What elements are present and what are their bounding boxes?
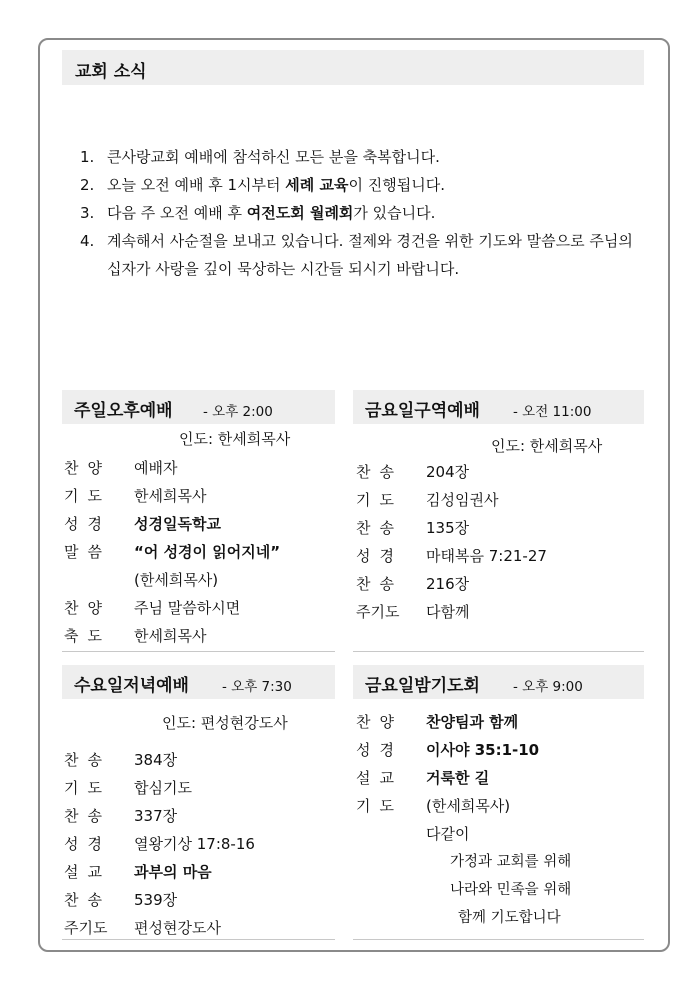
order-value: 384장 xyxy=(134,751,178,769)
order-value: 편성현강도사 xyxy=(134,919,221,937)
news-number: 4. xyxy=(80,232,95,250)
order-row xyxy=(356,570,641,598)
friday-night-order xyxy=(356,708,641,848)
news-highlight: 여전도회 월례회 xyxy=(246,204,354,222)
order-row xyxy=(356,708,641,736)
wednesday-header xyxy=(62,665,335,699)
order-key: 기도 xyxy=(356,797,403,815)
order-row xyxy=(356,736,641,764)
order-key: 설교 xyxy=(356,769,403,787)
friday-district-header xyxy=(353,390,644,424)
order-row xyxy=(64,802,334,830)
news-text: 다음 주 오전 예배 후 xyxy=(107,204,247,222)
order-row xyxy=(356,598,641,626)
news-text: 이 진행됩니다. xyxy=(348,176,445,194)
order-value: 539장 xyxy=(134,891,178,909)
order-key: 주기도 xyxy=(64,919,108,937)
order-key: 찬송 xyxy=(64,751,111,769)
order-value: 한세희목사 xyxy=(134,627,207,645)
order-row xyxy=(64,482,334,510)
order-row xyxy=(356,820,641,848)
news-text: 큰사랑교회 예배에 참석하신 모든 분을 축복합니다. xyxy=(107,148,440,166)
news-list xyxy=(80,143,650,283)
sunday-time: - 오후 2:00 xyxy=(203,404,273,420)
order-row xyxy=(64,538,334,566)
order-row xyxy=(64,454,334,482)
order-value: 이사야 35:1-10 xyxy=(426,741,540,759)
news-text: 가 있습니다. xyxy=(353,204,436,222)
order-key: 찬송 xyxy=(356,463,403,481)
order-value: (한세희목사) xyxy=(134,571,219,589)
order-value: 337장 xyxy=(134,807,178,825)
order-key: 찬양 xyxy=(64,459,111,477)
divider xyxy=(62,651,335,652)
order-row xyxy=(356,792,641,820)
order-value: 예배자 xyxy=(134,459,178,477)
order-row xyxy=(356,542,641,570)
news-item xyxy=(80,227,650,283)
order-row xyxy=(64,886,334,914)
order-value: (한세희목사) xyxy=(426,797,511,815)
order-row xyxy=(356,458,641,486)
friday-night-header xyxy=(353,665,644,699)
sunday-header xyxy=(62,390,335,424)
order-key: 기도 xyxy=(356,491,403,509)
friday-district-order xyxy=(356,458,641,626)
order-value: 주님 말씀하시면 xyxy=(134,599,241,617)
prayer-note: 함께 기도합니다 xyxy=(458,910,561,926)
order-key: 말씀 xyxy=(64,543,111,561)
order-value: 찬양팀과 함께 xyxy=(426,713,519,731)
order-row xyxy=(64,774,334,802)
order-row xyxy=(356,514,641,542)
sunday-title: 주일오후예배 xyxy=(74,401,173,421)
order-value: 216장 xyxy=(426,575,470,593)
order-value: 204장 xyxy=(426,463,470,481)
order-key: 찬송 xyxy=(64,891,111,909)
order-row xyxy=(64,566,334,594)
news-item xyxy=(80,171,650,199)
order-key: 성경 xyxy=(64,835,111,853)
order-value: 성경일독학교 xyxy=(134,515,221,533)
order-value: 다함께 xyxy=(426,603,470,621)
order-row xyxy=(64,914,334,942)
prayer-notes xyxy=(450,848,571,932)
order-key: 성경 xyxy=(64,515,111,533)
friday-district-time: - 오전 11:00 xyxy=(513,404,592,420)
order-value: 과부의 마음 xyxy=(134,863,212,881)
wednesday-order xyxy=(64,746,334,942)
prayer-note: 나라와 민족을 위해 xyxy=(450,882,572,898)
news-item xyxy=(80,143,650,171)
wednesday-leader: 인도: 편성현강도사 xyxy=(162,714,288,732)
order-key: 기도 xyxy=(64,487,111,505)
order-key: 설교 xyxy=(64,863,111,881)
prayer-note: 가정과 교회를 위해 xyxy=(450,854,572,870)
sunday-leader: 인도: 한세희목사 xyxy=(179,430,291,448)
friday-night-time: - 오후 9:00 xyxy=(513,679,583,695)
order-key: 축도 xyxy=(64,627,111,645)
order-key: 기도 xyxy=(64,779,111,797)
divider xyxy=(353,651,644,652)
news-item xyxy=(80,199,650,227)
news-number: 3. xyxy=(80,204,95,222)
order-value: 거룩한 길 xyxy=(426,769,490,787)
news-number: 1. xyxy=(80,148,95,166)
wednesday-title: 수요일저녁예배 xyxy=(74,676,189,696)
divider xyxy=(353,939,644,940)
divider xyxy=(62,939,335,940)
order-key: 찬양 xyxy=(64,599,111,617)
order-value: 마태복음 7:21-27 xyxy=(426,547,547,565)
sunday-order xyxy=(64,454,334,650)
order-row xyxy=(64,858,334,886)
order-key: 성경 xyxy=(356,741,403,759)
order-row xyxy=(64,622,334,650)
order-key: 성경 xyxy=(356,547,403,565)
order-value: 김성임권사 xyxy=(426,491,499,509)
page-title: 교회 소식 xyxy=(75,62,147,82)
order-value: 한세희목사 xyxy=(134,487,207,505)
order-key: 주기도 xyxy=(356,603,400,621)
title-bar xyxy=(62,50,644,85)
order-key: 찬송 xyxy=(64,807,111,825)
order-row xyxy=(356,764,641,792)
order-key: 찬송 xyxy=(356,519,403,537)
order-row xyxy=(64,746,334,774)
friday-district-leader: 인도: 한세희목사 xyxy=(491,437,603,455)
order-row xyxy=(64,830,334,858)
order-value: “어 성경이 읽어지네” xyxy=(134,543,281,561)
order-row xyxy=(64,510,334,538)
order-row xyxy=(356,486,641,514)
order-value: 합심기도 xyxy=(134,779,192,797)
news-number: 2. xyxy=(80,176,95,194)
news-text: 오늘 오전 예배 후 1시부터 xyxy=(107,176,286,194)
news-text: 계속해서 사순절을 보내고 있습니다. 절제와 경건을 위한 기도와 말씀으로 주님의 십자가 사랑을 깊이 묵상하는 시간들 되시기 바랍니다. xyxy=(107,232,633,278)
order-value: 열왕기상 17:8-16 xyxy=(134,835,255,853)
wednesday-time: - 오후 7:30 xyxy=(222,679,292,695)
order-key: 찬송 xyxy=(356,575,403,593)
order-row xyxy=(64,594,334,622)
news-highlight: 세례 교육 xyxy=(285,176,349,194)
order-value: 135장 xyxy=(426,519,470,537)
friday-night-title: 금요일밤기도회 xyxy=(365,676,480,696)
order-key: 찬양 xyxy=(356,713,403,731)
order-value: 다같이 xyxy=(426,825,470,843)
friday-district-title: 금요일구역예배 xyxy=(365,401,480,421)
